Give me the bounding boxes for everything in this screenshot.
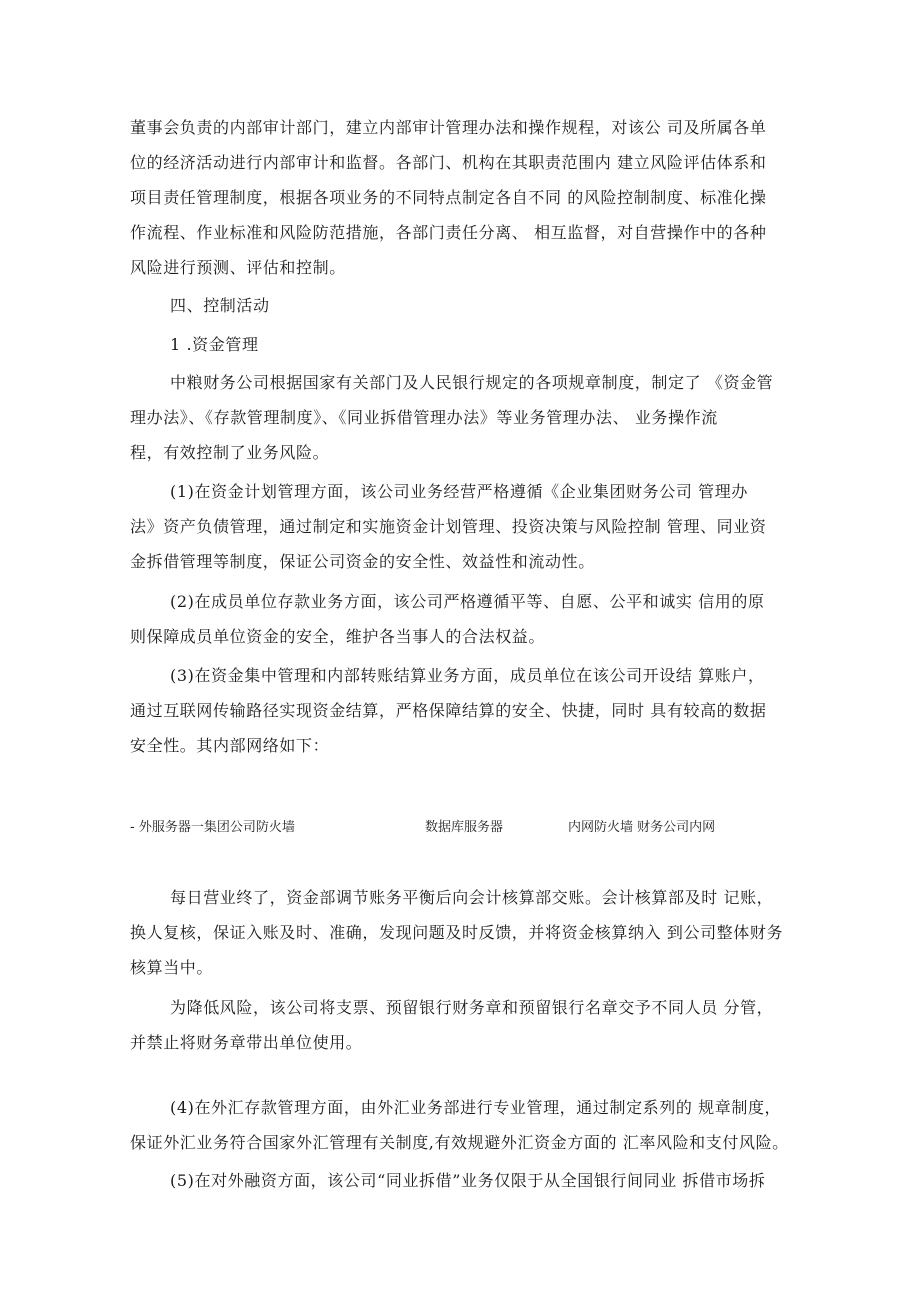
list-item-line: 安全性。其内部网络如下：: [130, 736, 330, 755]
paragraph-line: 作流程、作业标准和风险防范措施，各部门责任分离、 相互监督，对自营操作中的各种: [130, 223, 767, 242]
list-item-line: (5)在对外融资方面，该公司“同业拆借”业务仅限于从全国银行间同业 拆借市场拆: [170, 1171, 766, 1190]
list-item-line: (4)在外汇存款管理方面，由外汇业务部进行专业管理，通过制定系列的 规章制度，: [170, 1098, 782, 1117]
paragraph-line: 中粮财务公司根据国家有关部门及人民银行规定的各项规章制度，制定了 《资金管: [170, 373, 774, 392]
subsection-heading: 1 .资金管理: [170, 335, 259, 354]
paragraph-line: 每日营业终了，资金部调节账务平衡后向会计核算部交账。会计核算部及时 记账，: [170, 888, 774, 907]
paragraph-line: 并禁止将财务章带出单位使用。: [130, 1033, 363, 1052]
paragraph-line: 项目责任管理制度，根据各项业务的不同特点制定各自不同 的风险控制制度、标准化操: [130, 188, 767, 207]
diagram-label-external-server: - 外服务器一集团公司防火墙: [130, 820, 295, 835]
paragraph-line: 董事会负责的内部审计部门，建立内部审计管理办法和操作规程，对该公 司及所属各单: [130, 118, 767, 137]
paragraph-line: 换人复核，保证入账及时、准确，发现问题及时反馈，并将资金核算纳入 到公司整体财务: [130, 923, 784, 942]
paragraph-line: 为降低风险，该公司将支票、预留银行财务章和预留银行名章交予不同人员 分管，: [170, 998, 774, 1017]
list-item-line: 则保障成员单位资金的安全，维护各当事人的合法权益。: [130, 627, 546, 646]
paragraph-line: 理办法》、《存款管理制度》、《同业拆借管理办法》等业务管理办法、 业务操作流: [130, 408, 718, 427]
diagram-label-database-server: 数据库服务器: [425, 820, 504, 835]
paragraph-line: 核算当中。: [130, 958, 214, 977]
network-diagram: [0, 820, 920, 838]
list-item-line: 通过互联网传输路径实现资金结算，严格保障结算的安全、快捷，同时 具有较高的数据: [130, 701, 767, 720]
paragraph-line: 风险进行预测、评估和控制。: [130, 258, 346, 277]
list-item-line: 法》资产负债管理，通过制定和实施资金计划管理、投资决策与风险控制 管理、同业资: [130, 517, 767, 536]
paragraph-line: 程，有效控制了业务风险。: [130, 443, 330, 462]
diagram-label-internal-firewall: 内网防火墙 财务公司内网: [568, 820, 716, 835]
list-item-line: 金拆借管理等制度，保证公司资金的安全性、效益性和流动性。: [130, 552, 595, 571]
paragraph-line: 位的经济活动进行内部审计和监督。各部门、机构在其职责范围内 建立风险评估体系和: [130, 153, 767, 172]
list-item-line: (3)在资金集中管理和内部转账结算业务方面，成员单位在该公司开设结 算账户，: [170, 666, 765, 685]
list-item-line: (2)在成员单位存款业务方面，该公司严格遵循平等、自愿、公平和诚实 信用的原: [170, 592, 765, 611]
list-item-line: (1)在资金计划管理方面，该公司业务经营严格遵循《企业集团财务公司 管理办: [170, 482, 748, 501]
list-item-line: 保证外汇业务符合国家外汇管理有关制度,有效规避外汇资金方面的 汇率风险和支付风险。: [130, 1133, 789, 1152]
section-heading: 四、控制活动: [170, 296, 270, 315]
